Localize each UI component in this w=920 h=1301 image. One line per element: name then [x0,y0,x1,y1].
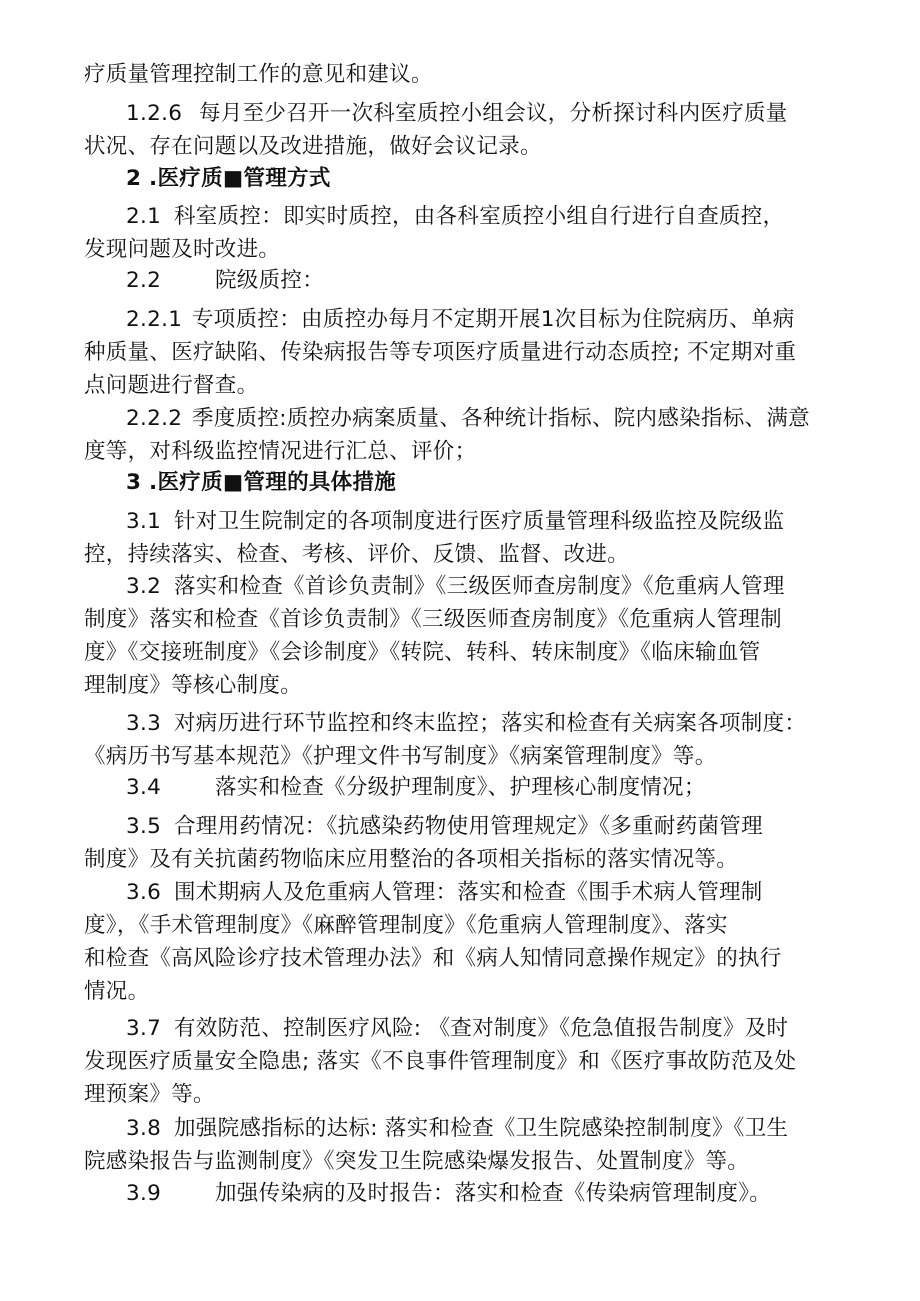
text-line-content: 加强传染病的及时报告：落实和检查《传染病管理制度》。 [215,1181,772,1206]
section-number: 2.2.2 [126,406,183,431]
section-number: 2.2 [126,268,162,293]
text-line [84,303,844,336]
paragraph-2-2 [84,264,844,297]
text-line-content: 每月至少召开一次科室质控小组会议，分析探讨科内医疗质量 [199,101,788,126]
section-number: 3.5 [126,814,162,839]
text-line: 理制度》等核心制度。 [84,673,303,698]
section-number: 3.7 [126,1016,162,1041]
section-number: 3.6 [126,880,162,905]
text-line: 度等，对科级监控情况进行汇总、评价； [84,439,477,464]
section-number: 2.1 [126,204,162,229]
text-line [84,570,844,603]
text-line-content: 专项质控：由质控办每月不定期开展1次目标为住院病历、单病 [192,307,795,332]
text-line [84,264,844,297]
text-line [84,1112,844,1145]
text-line: 制度》落实和检查《首诊负责制》《三级医师查房制度》《危重病人管理制 [84,607,782,632]
text-line-content: 围术期病人及危重病人管理：落实和检查《围手术病人管理制 [174,880,763,905]
paragraph-3-3 [84,707,844,773]
paragraph-3-9 [84,1177,844,1210]
text-line: 种质量、医疗缺陷、传染病报告等专项医疗质量进行动态质控; 不定期对重 [84,340,797,365]
text-line [84,200,844,233]
text-line-content: 加强院感指标的达标: 落实和检查《卫生院感染控制制度》《卫生 [174,1116,789,1141]
paragraph-3-8 [84,1112,844,1178]
section-number: 3.4 [126,775,162,800]
text-line [84,1177,844,1210]
text-line-content: 季度质控:质控办病案质量、各种统计指标、院内感染指标、满意 [192,406,810,431]
text-line: 制度》及有关抗菌药物临床应用整治的各项相关指标的落实情况等。 [84,847,739,872]
section-number: 2.2.1 [126,307,183,332]
text-line [84,707,844,740]
heading-text: .医疗质■管理的具体措施 [149,470,397,495]
text-line: 点问题进行督查。 [84,373,259,398]
paragraph-3-7 [84,1012,844,1111]
paragraph-3-5 [84,810,844,876]
text-line-content: 科室质控：即实时质控，由各科室质控小组自行进行自查质控， [174,204,785,229]
section-number: 2 [126,166,142,191]
text-line-content: 有效防范、控制医疗风险: 《查对制度》《危急值报告制度》及时 [174,1016,789,1041]
section-number: 3.9 [126,1181,162,1206]
text-line-content: 合理用药情况：《抗感染药物使用管理规定》《多重耐药菌管理 [174,814,763,839]
text-line: 发现医疗质量安全隐患; 落实《不良事件管理制度》和《医疗事故防范及处 [84,1049,797,1074]
text-line: 疗质量管理控制工作的意见和建议。 [84,62,433,87]
text-line [84,876,844,909]
paragraph-2-2-2 [84,402,844,468]
heading-text: .医疗质■管理方式 [149,166,331,191]
paragraph-1-2-6 [84,97,844,163]
text-line [84,505,844,538]
text-line: 度》《交接班制度》《会诊制度》《转院、转科、转床制度》《临床输血管 [84,640,761,665]
text-line-content: 落实和检查《分级护理制度》、护理核心制度情况； [215,775,706,800]
heading-section-2 [84,162,844,195]
text-line: 度》，《手术管理制度》《麻醉管理制度》《危重病人管理制度》、落实 [84,913,728,938]
section-number: 3.1 [126,509,162,534]
text-line: 院感染报告与监测制度》《突发卫生院感染爆发报告、处置制度》等。 [84,1149,750,1174]
paragraph-3-2 [84,570,844,702]
section-heading [84,162,844,195]
section-number: 1.2.6 [126,101,183,126]
text-line-content: 落实和检查《首诊负责制》《三级医师查房制度》《危重病人管理 [174,574,785,599]
text-line: 控，持续落实、检查、考核、评价、反馈、监督、改进。 [84,542,630,567]
text-line [84,1012,844,1045]
paragraph-3-1 [84,505,844,571]
section-number: 3.8 [126,1116,162,1141]
text-line: 发现问题及时改进。 [84,237,281,262]
paragraph-2-2-1 [84,303,844,402]
paragraph-2-1 [84,200,844,266]
text-line [84,97,844,130]
text-line: 和检查《高风险诊疗技术管理办法》和《病人知情同意操作规定》的执行 [84,946,782,971]
heading-section-3 [84,466,844,499]
paragraph-3-6 [84,876,844,1008]
text-line [84,810,844,843]
section-number: 3.3 [126,711,162,736]
text-line: 理预案》等。 [84,1082,215,1107]
paragraph-continuation [84,58,844,91]
text-line: 《病历书写基本规范》《护理文件书写制度》《病案管理制度》等。 [84,744,717,769]
section-number: 3 [126,470,142,495]
text-line-content: 对病历进行环节监控和终末监控；落实和检查有关病案各项制度： [174,711,807,736]
text-line-content: 针对卫生院制定的各项制度进行医疗质量管理科级监控及院级监 [174,509,785,534]
paragraph-3-4 [84,771,844,804]
text-line [84,771,844,804]
text-line [84,402,844,435]
text-line: 情况。 [84,979,150,1004]
text-line-content: 院级质控： [215,268,325,293]
section-heading [84,466,844,499]
text-line: 状况、存在问题以及改进措施，做好会议记录。 [84,134,542,159]
section-number: 3.2 [126,574,162,599]
